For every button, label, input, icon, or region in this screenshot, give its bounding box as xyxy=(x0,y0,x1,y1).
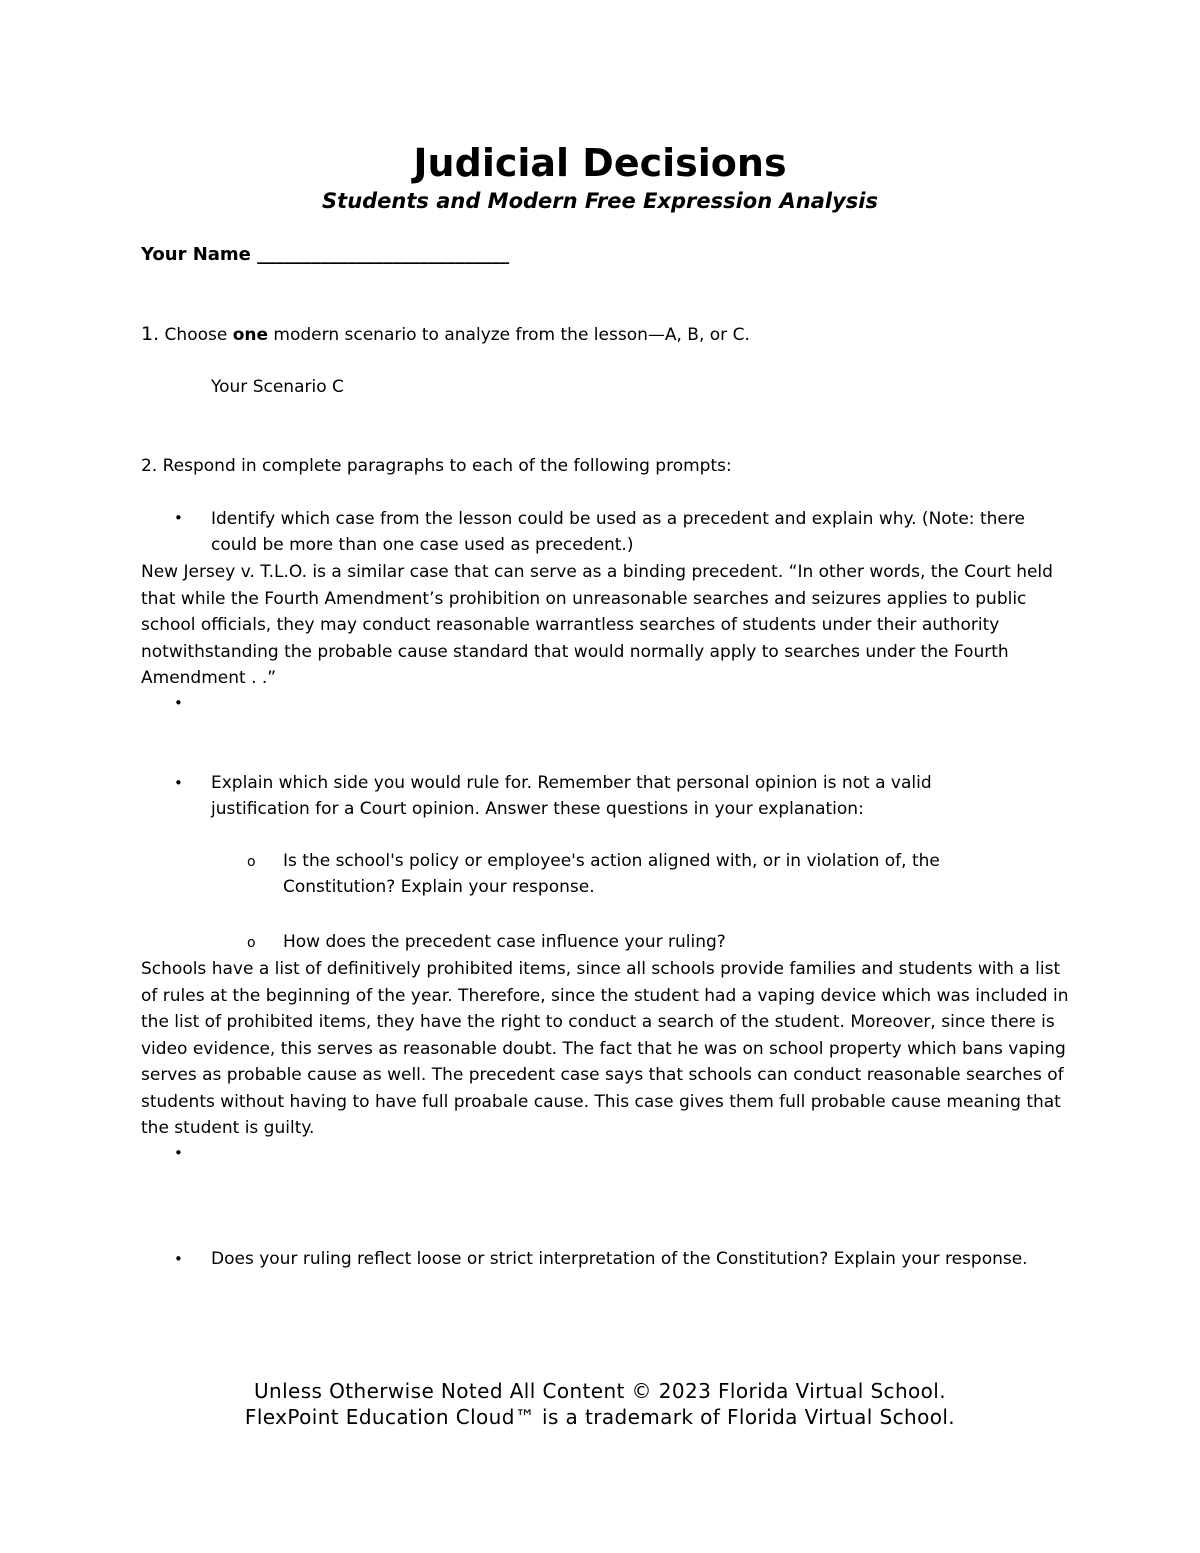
answer-1-paragraph: New Jersey v. T.L.O. is a similar case that can serve as a binding precedent. “In other words, the Court held that while the Fourth Amendment’s prohibition on unreasonable searches and seizures applies to public school officials, they may conduct reasonable warrantless searches of students under their authority notwithstanding the probable cause standard that would normally apply to searches under the Fourth Amendment . .” xyxy=(141,562,1053,688)
bullet-icon: • xyxy=(174,694,183,712)
bullet-2-line-2: justification for a Court opinion. Answer these questions in your explanation: xyxy=(211,799,864,819)
bullet-icon: • xyxy=(174,774,183,792)
scenario-answer: Your Scenario C xyxy=(211,377,344,397)
footer-trademark: FlexPoint Education Cloud™ is a trademark of Florida Virtual School. xyxy=(244,1405,956,1429)
bullet-icon: • xyxy=(174,509,183,527)
bullet-icon: • xyxy=(174,1144,183,1162)
page-subtitle: Students and Modern Free Expression Analysis xyxy=(322,189,878,213)
name-field[interactable] xyxy=(141,242,509,268)
name-label: Your Name xyxy=(141,244,251,265)
question-1: 1. Choose one modern scenario to analyze from the lesson—A, B, or C. xyxy=(141,323,750,345)
bullet-3: Does your ruling reflect loose or strict interpretation of the Constitution? Explain your response. xyxy=(211,1249,1028,1269)
sub-bullet-icon: o xyxy=(247,854,256,870)
page-title: Judicial Decisions xyxy=(413,141,787,185)
sub-bullet-1-line-1: Is the school's policy or employee's action aligned with, or in violation of, the xyxy=(283,851,940,871)
bullet-1-line-1: Identify which case from the lesson could be used as a precedent and explain why. (Note: there xyxy=(211,509,1025,529)
bullet-icon: • xyxy=(174,1250,183,1268)
answer-2-paragraph: Schools have a list of definitively prohibited items, since all schools provide families and students with a list of rules at the beginning of the year. Therefore, since the student had a vaping device which was included in the list of prohibited items, they have the right to conduct a search of the student. Moreover, since there is video evidence, this serves as reasonable doubt. The fact that he was on school property which bans vaping serves as probable cause as well. The precedent case says that schools can conduct reasonable searches of students without having to have full proabale cause. This case gives them full probable cause meaning that the student is guilty. xyxy=(141,959,1069,1138)
question-1-number: 1. xyxy=(141,323,160,345)
sub-bullet-2: How does the precedent case influence your ruling? xyxy=(283,932,726,952)
question-1-emphasis: one xyxy=(232,325,269,345)
name-blank[interactable]: ____________________________ xyxy=(257,244,510,265)
bullet-1-line-2: could be more than one case used as precedent.) xyxy=(211,535,634,555)
sub-bullet-1-line-2: Constitution? Explain your response. xyxy=(283,877,595,897)
question-2: 2. Respond in complete paragraphs to each of the following prompts: xyxy=(141,456,732,476)
sub-bullet-icon: o xyxy=(247,935,256,951)
bullet-2-line-1: Explain which side you would rule for. Remember that personal opinion is not a valid xyxy=(211,773,932,793)
footer-copyright: Unless Otherwise Noted All Content © 2023 Florida Virtual School. xyxy=(253,1379,947,1403)
